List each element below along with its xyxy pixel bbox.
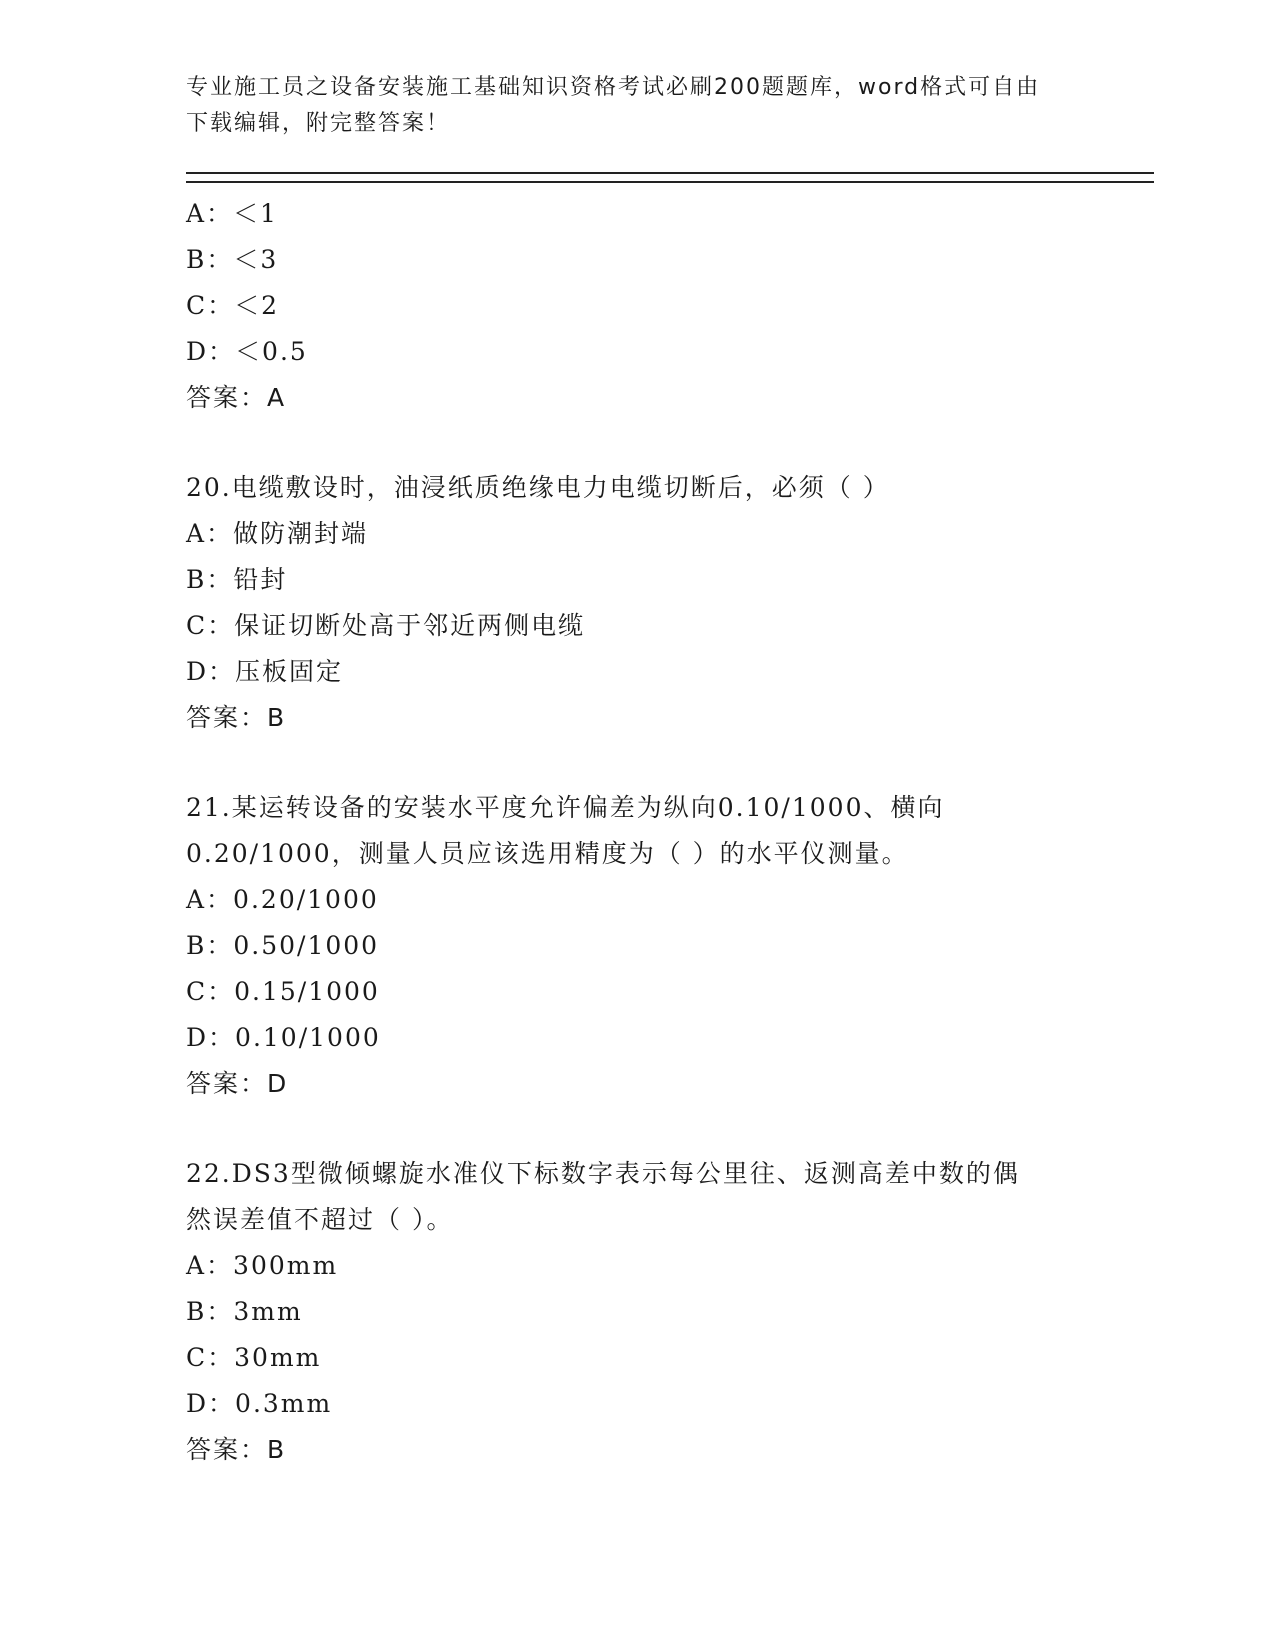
option-b: B：铅封 xyxy=(186,565,288,594)
question-text-line-1: 21.某运转设备的安装水平度允许偏差为纵向0.10/1000、横向 xyxy=(186,793,945,822)
option-d: D：压板固定 xyxy=(186,657,344,686)
option-c: C：30mm xyxy=(186,1343,322,1372)
question-text-line-2: 然误差值不超过（ ）。 xyxy=(186,1205,454,1234)
header-line-2: 下载编辑，附完整答案！ xyxy=(186,111,451,136)
option-b: B：0.50/1000 xyxy=(186,931,380,960)
option-a: A：做防潮封端 xyxy=(186,519,369,548)
option-b: B：3mm xyxy=(186,1297,303,1326)
partial-question xyxy=(186,191,1146,421)
question-text-line-2: 0.20/1000，测量人员应该选用精度为（ ）的水平仪测量。 xyxy=(186,839,909,868)
answer: 答案：B xyxy=(186,1435,287,1464)
question-20 xyxy=(186,465,1146,741)
header-divider xyxy=(186,172,1154,183)
question-text-line-1: 22.DS3型微倾螺旋水准仪下标数字表示每公里往、返测高差中数的偶 xyxy=(186,1159,1020,1188)
header-line-1: 专业施工员之设备安装施工基础知识资格考试必刷200题题库，word格式可自由 xyxy=(186,75,1041,100)
option-a: A：0.20/1000 xyxy=(186,885,379,914)
question-22 xyxy=(186,1151,1146,1473)
answer: 答案：A xyxy=(186,383,287,412)
answer: 答案：D xyxy=(186,1069,289,1098)
option-d: D：0.10/1000 xyxy=(186,1023,381,1052)
question-text: 20.电缆敷设时，油浸纸质绝缘电力电缆切断后，必须（ ） xyxy=(186,473,890,502)
document-page xyxy=(186,70,1146,1473)
document-header xyxy=(186,70,1066,142)
option-c: C：保证切断处高于邻近两侧电缆 xyxy=(186,611,586,640)
question-21 xyxy=(186,785,1146,1107)
option-c: C：0.15/1000 xyxy=(186,977,380,1006)
option-a: A：300mm xyxy=(186,1251,339,1280)
answer: 答案：B xyxy=(186,703,287,732)
option-d: D：0.3mm xyxy=(186,1389,333,1418)
option-a: A：＜1 xyxy=(186,199,278,228)
option-c: C：＜2 xyxy=(186,291,280,320)
option-b: B：＜3 xyxy=(186,245,279,274)
option-d: D：＜0.5 xyxy=(186,337,308,366)
